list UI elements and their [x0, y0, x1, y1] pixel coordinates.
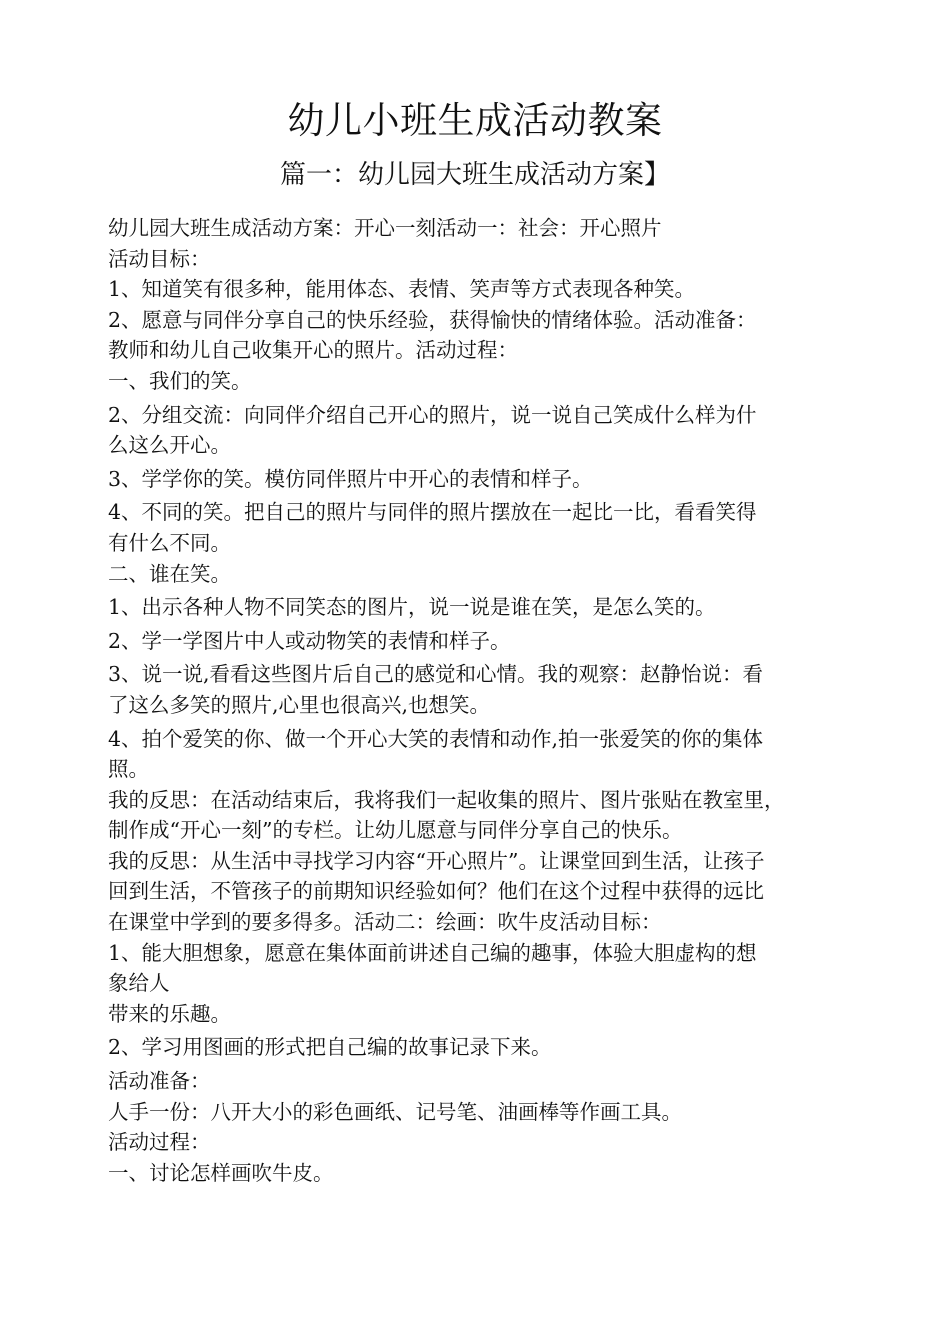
body-line: 4、拍个爱笑的你、做一个开心大笑的表情和动作,拍一张爱笑的你的集体	[108, 726, 764, 751]
body-line: 2、愿意与同伴分享自己的快乐经验，获得愉快的情绪体验。活动准备：	[108, 307, 757, 332]
body-line: 1、出示各种人物不同笑态的图片，说一说是谁在笑，是怎么笑的。	[108, 595, 716, 620]
body-line: 有什么不同。	[108, 530, 231, 555]
body-line: 3、学学你的笑。模仿同伴照片中开心的表情和样子。	[108, 466, 593, 491]
body-line: 人手一份：八开大小的彩色画纸、记号笔、油画棒等作画工具。	[108, 1099, 682, 1124]
body-line: 教师和幼儿自己收集开心的照片。活动过程：	[108, 338, 518, 363]
body-line: 回到生活，不管孩子的前期知识经验如何？他们在这个过程中获得的远比	[108, 879, 764, 904]
body-line: 么这么开心。	[108, 433, 231, 458]
body-line: 一、我们的笑。	[108, 368, 252, 393]
body-line: 照。	[108, 757, 149, 782]
body-line: 活动目标：	[108, 246, 211, 271]
body-line: 象给人	[108, 971, 170, 996]
body-line: 我的反思：从生活中寻找学习内容“开心照片”。让课堂回到生活，让孩子	[108, 848, 765, 873]
body-line: 活动准备：	[108, 1069, 211, 1094]
body-line: 2、分组交流：向同伴介绍自己开心的照片，说一说自己笑成什么样为什	[108, 402, 757, 427]
document-subtitle: 篇一：幼儿园大班生成活动方案】	[279, 160, 670, 190]
body-line: 幼儿园大班生成活动方案：开心一刻活动一：社会：开心照片	[108, 216, 662, 240]
body-line: 活动过程：	[108, 1130, 211, 1155]
body-line: 在课堂中学到的要多得多。活动二：绘画：吹牛皮活动目标：	[108, 910, 662, 935]
body-line: 3、说一说,看看这些图片后自己的感觉和心情。我的观察：赵静怡说：看	[108, 662, 764, 687]
body-line: 4、不同的笑。把自己的照片与同伴的照片摆放在一起比一比，看看笑得	[108, 500, 757, 525]
body-line: 2、学习用图画的形式把自己编的故事记录下来。	[108, 1035, 552, 1060]
body-line: 一、讨论怎样画吹牛皮。	[108, 1160, 334, 1185]
body-line: 了这么多笑的照片,心里也很高兴,也想笑。	[108, 692, 491, 717]
body-line: 1、能大胆想象，愿意在集体面前讲述自己编的趣事，体验大胆虚构的想	[108, 940, 757, 965]
document-body	[108, 213, 868, 1188]
body-line: 制作成“开心一刻”的专栏。让幼儿愿意与同伴分享自己的快乐。	[108, 818, 683, 843]
document-title: 幼儿小班生成活动教案	[287, 99, 663, 142]
body-line: 2、学一学图片中人或动物笑的表情和样子。	[108, 628, 511, 653]
body-line: 我的反思：在活动结束后，我将我们一起收集的照片、图片张贴在教室里，	[108, 787, 785, 812]
body-line: 带来的乐趣。	[108, 1001, 231, 1026]
body-line: 二、谁在笑。	[108, 561, 231, 586]
body-line: 1、知道笑有很多种，能用体态、表情、笑声等方式表现各种笑。	[108, 277, 696, 302]
